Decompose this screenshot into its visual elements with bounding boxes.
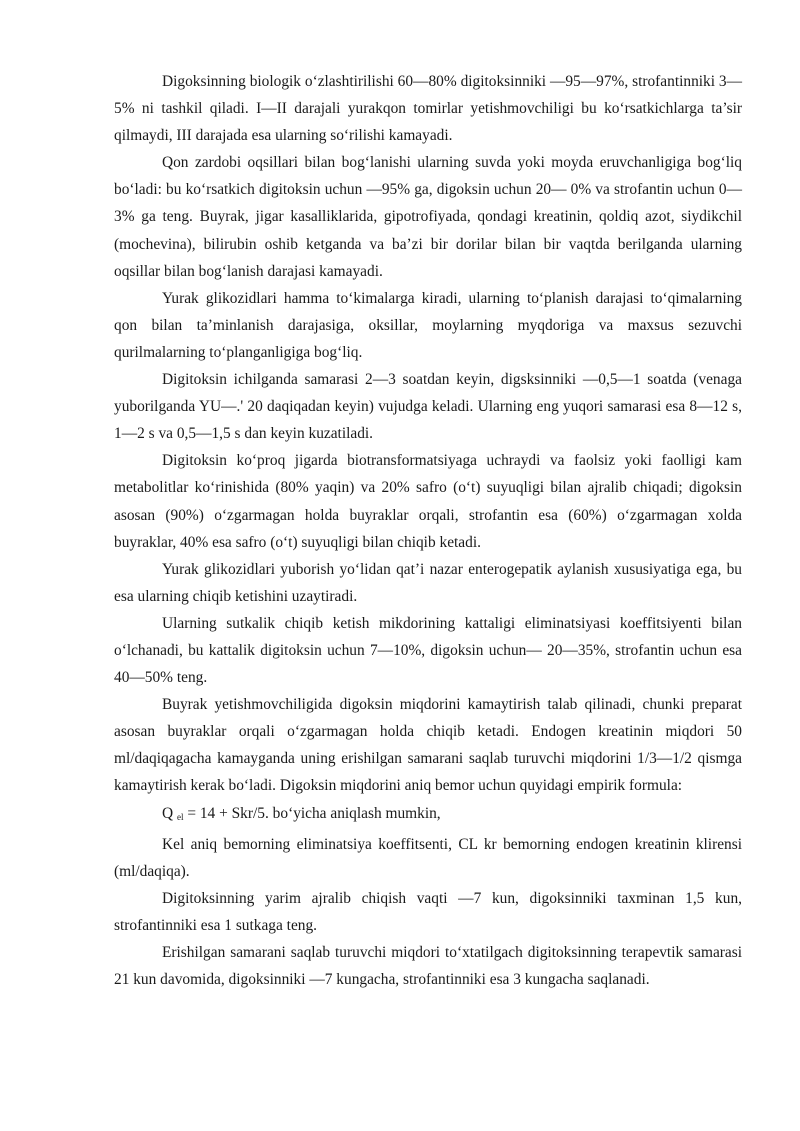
- paragraph-biotransformation: Digitoksin ko‘proq jigarda biotransformatsiyaga uchraydi va faolsiz yoki faolligi kam metabolitlar ko‘rinishida (80% yaqin) va 20% safro (o‘t) suyuqligi bilan ajralib chiqadi; digoksin asosan (90%) o‘zgarmagan holda buyraklar orqali, strofantin esa (60%) o‘zgarmagan xolda buyraklar, 40% esa safro (o‘t) suyuqligi bilan chiqib ketadi.: [114, 452, 742, 551]
- paragraph-enterohepatic-circulation: Yurak glikozidlari yuborish yo‘lidan qat’i nazar enterogepatik aylanish xususiyatiga ega, bu esa ularning chiqib ketishini uzaytiradi.: [114, 560, 742, 605]
- formula-expression: = 14 + Skr/5. bo‘yicha aniqlash mumkin,: [183, 804, 441, 822]
- paragraph-half-life: Digitoksinning yarim ajralib chiqish vaqti —7 kun, digoksinniki taxminan 1,5 kun, strofantinniki esa 1 sutkaga teng.: [114, 889, 742, 934]
- paragraph-protein-binding: Qon zardobi oqsillari bilan bog‘lanishi ularning suvda yoki moyda eruvchanligiga bog‘liq bo‘ladi: bu ko‘rsatkich digitoksin uchun —95% ga, digoksin uchun 20— 0% va strofantin uchun 0—3% ga teng. Buyrak, jigar kasalliklarida, gipotrofiyada, qondagi kreatinin, qoldiq azot, siydikchil (mochevina), bilirubin oshib ketganda va ba’zi bir dorilar bilan bir vaqtda berilganda ularning oqsillar bilan bog‘lanish darajasi kamayadi.: [114, 154, 742, 280]
- paragraph-renal-insufficiency: Buyrak yetishmovchiligida digoksin miqdorini kamaytirish talab qilinadi, chunki preparat asosan buyraklar orqali o‘zgarmagan holda chiqib ketadi. Endogen kreatinin miqdori 50 ml/daqiqagacha kamayganda uning erishilgan samarani saqlab turuvchi miqdorini 1/3—1/2 qismga kamaytirish kerak bo‘ladi. Digoksin miqdorini aniq bemor uchun quyidagi empirik formula:: [114, 696, 742, 795]
- paragraph-tissue-distribution: Yurak glikozidlari hamma to‘kimalarga kiradi, ularning to‘planish darajasi to‘qimalarning qon bilan ta’minlanish darajasiga, oksillar, moylarning myqdoriga va maxsus sezuvchi qurilmalarning to‘planganligiga bog‘liq.: [114, 289, 742, 361]
- formula-q: Q: [162, 804, 174, 822]
- formula-line: [114, 800, 742, 831]
- formula-subscript: el: [176, 811, 184, 822]
- paragraph-onset-of-action: Digitoksin ichilganda samarasi 2—3 soatdan keyin, digsksinniki —0,5—1 soatda (venaga yuborilganda YU—.' 20 daqiqadan keyin) vujudga keladi. Ularning eng yuqori samarasi esa 8—12 s, 1—2 s va 0,5—1,5 s dan keyin kuzatiladi.: [114, 371, 742, 443]
- paragraph-formula-definitions: Kel aniq bemorning eliminatsiya koeffitsenti, CL kr bemorning endogen kreatinin klirensi (ml/daqiqa).: [114, 835, 742, 880]
- paragraph-elimination-coefficient: Ularning sutkalik chiqib ketish mikdorining kattaligi eliminatsiyasi koeffitsiyenti bilan o‘lchanadi, bu kattalik digitoksin uchun 7—10%, digoksin uchun— 20—35%, strofantin uchun esa 40—50% teng.: [114, 614, 742, 687]
- paragraph-bioavailability: Digoksinning biologik o‘zlashtirilishi 60—80% digitoksinniki —95—97%, strofantinniki 3—5% ni tashkil qiladi. I—II darajali yurakqon tomirlar yetishmovchiligi bu ko‘rsatkichlarga ta’sir qilmaydi, III darajada esa ularning so‘rilishi kamayadi.: [114, 73, 742, 145]
- paragraph-therapeutic-duration: Erishilgan samarani saqlab turuvchi miqdori to‘xtatilgach digitoksinning terapevtik samarasi 21 kun davomida, digoksinniki —7 kungacha, strofantinniki esa 3 kungacha saqlanadi.: [114, 944, 742, 989]
